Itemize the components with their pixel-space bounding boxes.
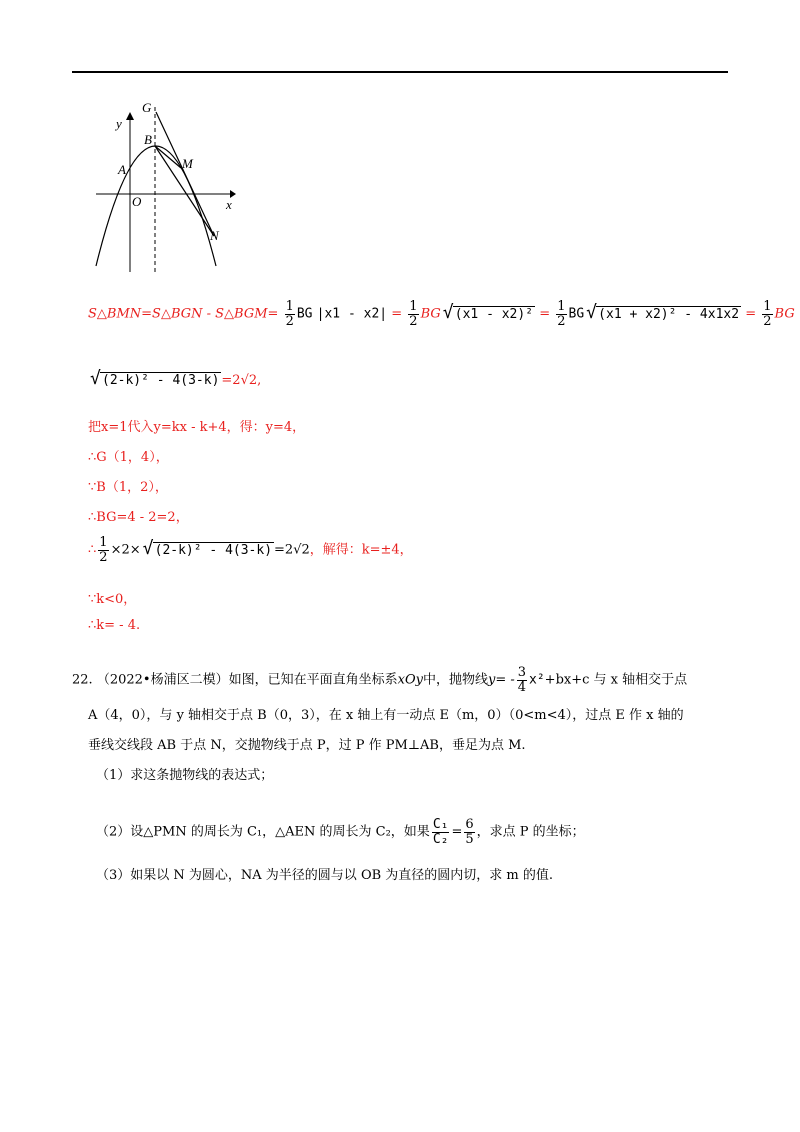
- sqrt-disc2: √ (2-k)² - 4(3-k): [90, 368, 220, 389]
- label-A: A: [118, 162, 126, 177]
- sqrt-disc3: √ (2-k)² - 4(3-k): [142, 537, 273, 559]
- problem-line-1: 22. （2022•杨浦区二模）如图，已知在平面直角坐标系xOy中，抛物线y= - $\frac{3}{4}$ x²+bx+c 与 x 轴相交于点: [72, 665, 688, 695]
- label-B: B: [144, 132, 152, 147]
- problem-line-3: 垂线交线段 AB 于点 N，交抛物线于点 P，过 P 作 PM⊥AB，垂足为点 M.: [88, 738, 526, 753]
- coef-fraction: $\frac{3}{4}$: [517, 665, 527, 695]
- step-5: ∴ $\frac{1}{2}$ ×2× √ (2-k)² - 4(3-k) =2√2，解得：k=±4，: [88, 535, 413, 565]
- half-fraction-3: $\frac{1}{2}$: [557, 299, 566, 329]
- line-GN: [156, 112, 214, 236]
- c-ratio-fraction: $\frac{\text{C₁}}{\text{C₂}}$: [432, 817, 449, 847]
- question-3: （3）如果以 N 为圆心，NA 为半径的圆与以 OB 为直径的圆内切，求 m 的值.: [96, 868, 554, 883]
- sqrt-diff: √ (x1 - x2)²: [442, 301, 534, 323]
- label-y: y: [116, 116, 122, 131]
- problem-number: 22.: [72, 672, 93, 688]
- problem-line-2: A（4，0），与 y 轴相交于点 B（0，3），在 x 轴上有一动点 E（m，0）（0<m<4），过点 E 作 x 轴的: [88, 708, 684, 723]
- label-x: x: [226, 197, 232, 212]
- question-1: （1）求这条抛物线的表达式；: [96, 768, 274, 783]
- area-lhs: S△BMN=S△BGN - S△BGM=: [88, 306, 279, 322]
- step-2: ∴G（1，4），: [88, 450, 169, 465]
- problem-source: （2022•杨浦区二模）: [96, 672, 229, 688]
- half-fraction-2: $\frac{1}{2}$: [409, 299, 418, 329]
- header-rule: [72, 71, 728, 73]
- abs-diff: |x1 - x2|: [316, 306, 388, 322]
- step-1: 把x=1代入y=kx - k+4，得：y=4，: [88, 420, 306, 435]
- half-fraction-4: $\frac{1}{2}$: [763, 299, 772, 329]
- sqrt-disc: √ (x1 + x2)² - 4x1x2: [586, 301, 740, 323]
- label-N: N: [210, 228, 219, 243]
- half-fraction: $\frac{1}{2}$: [285, 299, 294, 329]
- ratio-fraction: $\frac{6}{5}$: [465, 817, 474, 847]
- label-O: O: [132, 194, 142, 209]
- parabola-curve: [96, 146, 216, 266]
- step-7: ∴k= - 4.: [88, 618, 141, 633]
- bg-term: BG: [296, 306, 313, 322]
- parabola-figure: [88, 96, 248, 281]
- question-2: （2）设△PMN 的周长为 C₁，△AEN 的周长为 C₂，如果 $\frac{\text{C₁}}{\text{C₂}}$ = $\frac{6}{5}$ ，求点 P 的坐标；: [96, 817, 585, 847]
- half-fraction-5: $\frac{1}{2}$: [99, 535, 108, 565]
- step-6: ∵k<0，: [88, 592, 137, 607]
- step-3: ∵B（1，2），: [88, 480, 168, 495]
- area-formula: S△BMN=S△BGN - S△BGM= $\frac{1}{2}$ BG |x1 - x2| = $\frac{1}{2}$ BG √ (x1 - x2)² = $\frac{1}{2}$ BG √ (x1 + x2)² - 4x1x2 = $\frac{1}{2}$ BG: [88, 299, 795, 329]
- label-G: G: [142, 100, 152, 115]
- label-M: M: [182, 156, 193, 171]
- step-4: ∴BG=4 - 2=2，: [88, 510, 189, 525]
- y-axis-arrow-icon: [126, 112, 134, 120]
- disc-line: √ (2-k)² - 4(3-k) =2√2,: [90, 368, 262, 389]
